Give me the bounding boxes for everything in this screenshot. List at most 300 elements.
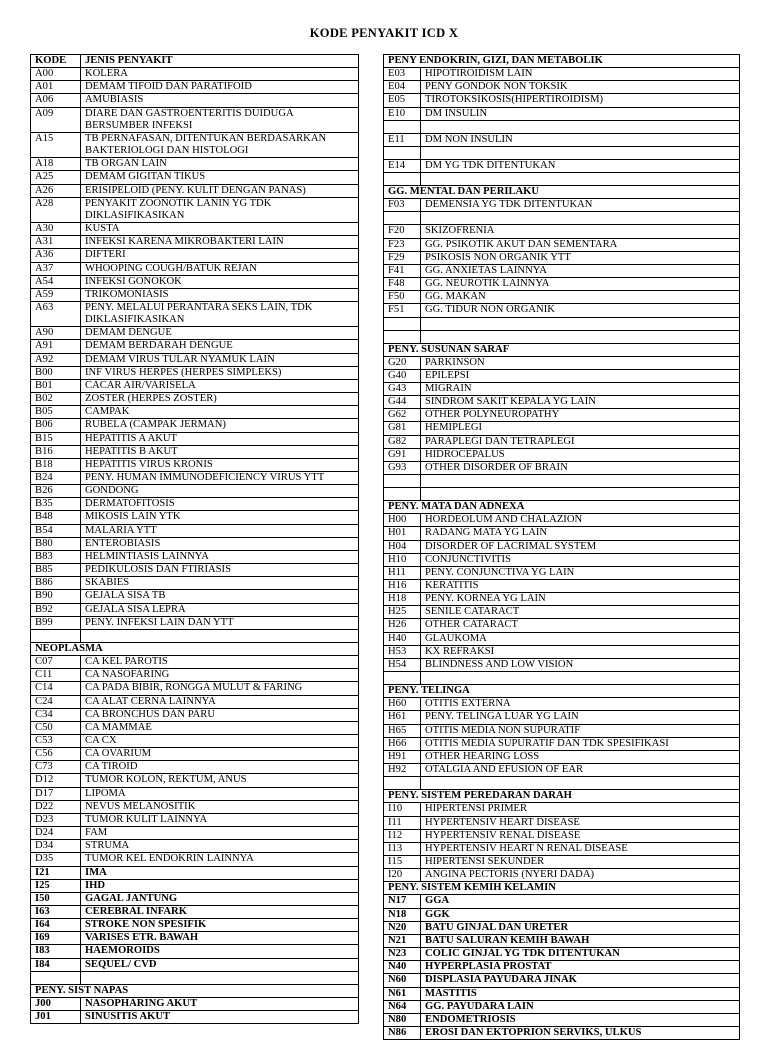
code-cell: [384, 120, 421, 133]
disease-name-cell: CA TIROID: [81, 761, 359, 774]
disease-name-cell: DEMAM VIRUS TULAR NYAMUK LAIN: [81, 353, 359, 366]
disease-name-cell: AMUBIASIS: [81, 94, 359, 107]
section-header: PENY. MATA DAN ADNEXA: [384, 501, 740, 514]
disease-name-cell: [421, 475, 740, 488]
code-cell: N80: [384, 1013, 421, 1026]
table-row: [384, 961, 740, 974]
disease-name-cell: CA NASOFARING: [81, 669, 359, 682]
table-row: [384, 527, 740, 540]
table-row: [384, 251, 740, 264]
disease-name-cell: GGA: [421, 895, 740, 908]
disease-name-cell: INFEKSI GONOKOK: [81, 275, 359, 288]
disease-name-cell: GGK: [421, 908, 740, 921]
table-row: [384, 199, 740, 212]
code-cell: H54: [384, 658, 421, 671]
table-row: [31, 669, 359, 682]
code-cell: H53: [384, 645, 421, 658]
code-cell: G44: [384, 396, 421, 409]
disease-name-cell: DM INSULIN: [421, 107, 740, 120]
table-row: [31, 432, 359, 445]
disease-name-cell: HIDROCEPALUS: [421, 448, 740, 461]
table-row: [384, 81, 740, 94]
disease-name-cell: IHD: [81, 879, 359, 892]
code-cell: B24: [31, 472, 81, 485]
disease-name-cell: GG. MAKAN: [421, 291, 740, 304]
code-cell: N17: [384, 895, 421, 908]
code-cell: A18: [31, 158, 81, 171]
table-row: [384, 238, 740, 251]
table-row: [31, 511, 359, 524]
table-row: [31, 906, 359, 919]
disease-name-cell: BLINDNESS AND LOW VISION: [421, 658, 740, 671]
table-row: [384, 1013, 740, 1026]
disease-name-cell: OTITIS MEDIA NON SUPURATIF: [421, 724, 740, 737]
code-cell: C73: [31, 761, 81, 774]
column-header-kode: KODE: [31, 55, 81, 68]
disease-name-cell: PENY. INFEKSI LAIN DAN YTT: [81, 616, 359, 629]
table-row: [384, 803, 740, 816]
code-cell: B05: [31, 406, 81, 419]
table-row: [384, 435, 740, 448]
table-row: [31, 445, 359, 458]
table-row: [384, 580, 740, 593]
table-row: [384, 842, 740, 855]
table-row: [384, 948, 740, 961]
table-row: [31, 853, 359, 866]
disease-name-cell: KOLERA: [81, 68, 359, 81]
table-row: [31, 275, 359, 288]
table-row: [384, 330, 740, 343]
code-cell: E14: [384, 159, 421, 172]
table-row: [31, 171, 359, 184]
table-row: [384, 356, 740, 369]
disease-name-cell: GG. NEUROTIK LAINNYA: [421, 278, 740, 291]
disease-name-cell: DEMAM TIFOID DAN PARATIFOID: [81, 81, 359, 94]
code-cell: I83: [31, 945, 81, 958]
disease-name-cell: SENILE CATARACT: [421, 606, 740, 619]
code-cell: D34: [31, 840, 81, 853]
disease-name-cell: [421, 330, 740, 343]
table-row: [384, 764, 740, 777]
disease-name-cell: COLIC GINJAL YG TDK DITENTUKAN: [421, 948, 740, 961]
table-row: [384, 724, 740, 737]
table-row: [384, 225, 740, 238]
table-row: [384, 120, 740, 133]
disease-name-cell: INF VIRUS HERPES (HERPES SIMPLEKS): [81, 366, 359, 379]
table-row: [384, 448, 740, 461]
disease-name-cell: HIPERTENSI SEKUNDER: [421, 855, 740, 868]
code-cell: I11: [384, 816, 421, 829]
code-cell: [384, 146, 421, 159]
table-row: [384, 1027, 740, 1040]
disease-name-cell: PENY. MELALUI PERANTARA SEKS LAIN, TDK DIKLASIFIKASIKAN: [81, 301, 359, 326]
table-row: [31, 262, 359, 275]
code-cell: B06: [31, 419, 81, 432]
code-cell: C53: [31, 734, 81, 747]
code-cell: A31: [31, 236, 81, 249]
code-cell: G43: [384, 382, 421, 395]
table-row: [31, 301, 359, 326]
section-header-row: [384, 501, 740, 514]
code-cell: D22: [31, 800, 81, 813]
code-cell: I63: [31, 906, 81, 919]
code-cell: H01: [384, 527, 421, 540]
table-row: [31, 340, 359, 353]
disease-name-cell: CAMPAK: [81, 406, 359, 419]
table-row: [31, 866, 359, 879]
code-cell: I84: [31, 958, 81, 971]
code-cell: [384, 672, 421, 685]
code-cell: E03: [384, 68, 421, 81]
code-cell: C11: [31, 669, 81, 682]
code-cell: F20: [384, 225, 421, 238]
disease-name-cell: PENY. CONJUNCTIVA YG LAIN: [421, 566, 740, 579]
code-cell: I25: [31, 879, 81, 892]
code-cell: N60: [384, 974, 421, 987]
code-cell: C14: [31, 682, 81, 695]
disease-name-cell: EPILEPSI: [421, 369, 740, 382]
table-row: [384, 934, 740, 947]
disease-name-cell: TB ORGAN LAIN: [81, 158, 359, 171]
code-cell: D12: [31, 774, 81, 787]
disease-name-cell: GG. ANXIETAS LAINNYA: [421, 264, 740, 277]
code-cell: F51: [384, 304, 421, 317]
disease-name-cell: NEVUS MELANOSITIK: [81, 800, 359, 813]
disease-name-cell: HIPERTENSI PRIMER: [421, 803, 740, 816]
table-row: [31, 379, 359, 392]
code-cell: [31, 629, 81, 642]
disease-name-cell: OTHER CATARACT: [421, 619, 740, 632]
code-cell: A54: [31, 275, 81, 288]
table-row: [384, 869, 740, 882]
disease-name-cell: GG. PSIKOTIK AKUT DAN SEMENTARA: [421, 238, 740, 251]
disease-name-cell: KX REFRAKSI: [421, 645, 740, 658]
disease-name-cell: INFEKSI KARENA MIKROBAKTERI LAIN: [81, 236, 359, 249]
table-row: [384, 317, 740, 330]
disease-name-cell: OTALGIA AND EFUSION OF EAR: [421, 764, 740, 777]
code-cell: H91: [384, 750, 421, 763]
section-header-row: [384, 186, 740, 199]
table-row: [31, 971, 359, 984]
code-cell: F29: [384, 251, 421, 264]
disease-name-cell: TUMOR KOLON, REKTUM, ANUS: [81, 774, 359, 787]
disease-name-cell: CEREBRAL INFARK: [81, 906, 359, 919]
disease-name-cell: SINDROM SAKIT KEPALA YG LAIN: [421, 396, 740, 409]
disease-name-cell: IMA: [81, 866, 359, 879]
disease-name-cell: ERISIPELOID (PENY. KULIT DENGAN PANAS): [81, 184, 359, 197]
table-row: [384, 382, 740, 395]
table-row: [384, 908, 740, 921]
disease-name-cell: GG. PAYUDARA LAIN: [421, 1000, 740, 1013]
disease-name-cell: GG. TIDUR NON ORGANIK: [421, 304, 740, 317]
table-row: [31, 366, 359, 379]
disease-name-cell: STRUMA: [81, 840, 359, 853]
section-header-row: [384, 55, 740, 68]
code-cell: [384, 330, 421, 343]
disease-name-cell: EROSI DAN EKTOPRION SERVIKS, ULKUS: [421, 1027, 740, 1040]
table-row: [31, 774, 359, 787]
table-row: [31, 577, 359, 590]
table-row: [384, 777, 740, 790]
code-cell: A91: [31, 340, 81, 353]
table-row: [31, 184, 359, 197]
disease-name-cell: VARISES ETR. BAWAH: [81, 932, 359, 945]
code-cell: H60: [384, 698, 421, 711]
table-row: [31, 932, 359, 945]
disease-name-cell: DISPLASIA PAYUDARA JINAK: [421, 974, 740, 987]
table-row: [384, 146, 740, 159]
disease-name-cell: PENY. TELINGA LUAR YG LAIN: [421, 711, 740, 724]
disease-name-cell: OTITIS EXTERNA: [421, 698, 740, 711]
disease-name-cell: DM YG TDK DITENTUKAN: [421, 159, 740, 172]
table-row: [31, 537, 359, 550]
code-cell: E05: [384, 94, 421, 107]
disease-name-cell: [81, 971, 359, 984]
code-cell: C56: [31, 748, 81, 761]
disease-name-cell: GLAUKOMA: [421, 632, 740, 645]
table-row: [31, 721, 359, 734]
table-row: [31, 656, 359, 669]
code-cell: D23: [31, 813, 81, 826]
section-header: GG. MENTAL DAN PERILAKU: [384, 186, 740, 199]
code-cell: I10: [384, 803, 421, 816]
disease-name-cell: ENDOMETRIOSIS: [421, 1013, 740, 1026]
disease-name-cell: CA ALAT CERNA LAINNYA: [81, 695, 359, 708]
code-cell: H40: [384, 632, 421, 645]
table-row: [384, 698, 740, 711]
code-cell: A59: [31, 288, 81, 301]
table-row: [384, 133, 740, 146]
disease-name-cell: PEDIKULOSIS DAN FTIRIASIS: [81, 564, 359, 577]
code-cell: A06: [31, 94, 81, 107]
table-row: [384, 829, 740, 842]
code-cell: A28: [31, 197, 81, 222]
code-cell: H65: [384, 724, 421, 737]
code-cell: I64: [31, 919, 81, 932]
table-row: [384, 264, 740, 277]
disease-name-cell: WHOOPING COUGH/BATUK REJAN: [81, 262, 359, 275]
code-cell: H92: [384, 764, 421, 777]
table-row: [31, 787, 359, 800]
disease-name-cell: HYPERTENSIV HEART DISEASE: [421, 816, 740, 829]
code-cell: A15: [31, 132, 81, 157]
disease-name-cell: SINUSITIS AKUT: [81, 1011, 359, 1024]
table-row: [31, 892, 359, 905]
section-header-row: [384, 882, 740, 895]
table-row: [384, 94, 740, 107]
disease-name-cell: SEQUEL/ CVD: [81, 958, 359, 971]
disease-name-cell: STROKE NON SPESIFIK: [81, 919, 359, 932]
disease-name-cell: [421, 173, 740, 186]
disease-name-cell: GEJALA SISA TB: [81, 590, 359, 603]
table-row: [384, 540, 740, 553]
table-row: [384, 855, 740, 868]
table-row: [384, 422, 740, 435]
code-cell: N40: [384, 961, 421, 974]
disease-name-cell: GEJALA SISA LEPRA: [81, 603, 359, 616]
table-row: [31, 997, 359, 1010]
table-row: [384, 645, 740, 658]
code-cell: [384, 173, 421, 186]
code-cell: [31, 971, 81, 984]
table-row: [384, 409, 740, 422]
table-row: [384, 987, 740, 1000]
table-row: [31, 748, 359, 761]
disease-name-cell: TUMOR KULIT LAINNYA: [81, 813, 359, 826]
code-cell: B80: [31, 537, 81, 550]
disease-name-cell: KERATITIS: [421, 580, 740, 593]
code-cell: B86: [31, 577, 81, 590]
disease-name-cell: CA BRONCHUS DAN PARU: [81, 708, 359, 721]
table-row: [31, 223, 359, 236]
table-row: [384, 658, 740, 671]
table-row: [384, 816, 740, 829]
table-row: [31, 236, 359, 249]
code-cell: C07: [31, 656, 81, 669]
table-row: [31, 353, 359, 366]
code-cell: J01: [31, 1011, 81, 1024]
disease-name-cell: MIKOSIS LAIN YTK: [81, 511, 359, 524]
disease-name-cell: SKABIES: [81, 577, 359, 590]
code-cell: F48: [384, 278, 421, 291]
table-row: [31, 616, 359, 629]
table-row: [31, 564, 359, 577]
code-cell: N18: [384, 908, 421, 921]
table-row: [31, 197, 359, 222]
code-cell: B15: [31, 432, 81, 445]
disease-name-cell: OTITIS MEDIA SUPURATIF DAN TDK SPESIFIKASI: [421, 737, 740, 750]
code-cell: B99: [31, 616, 81, 629]
code-cell: A90: [31, 327, 81, 340]
disease-name-cell: HYPERPLASIA PROSTAT: [421, 961, 740, 974]
code-cell: G91: [384, 448, 421, 461]
disease-name-cell: HEPATITIS A AKUT: [81, 432, 359, 445]
disease-name-cell: PENY GONDOK NON TOKSIK: [421, 81, 740, 94]
code-cell: E11: [384, 133, 421, 146]
table-row: [384, 593, 740, 606]
table-row: [31, 682, 359, 695]
left-code-table: [30, 54, 359, 1024]
code-cell: A36: [31, 249, 81, 262]
code-cell: C24: [31, 695, 81, 708]
code-cell: G81: [384, 422, 421, 435]
table-row: [384, 304, 740, 317]
disease-name-cell: RADANG MATA YG LAIN: [421, 527, 740, 540]
code-cell: N23: [384, 948, 421, 961]
table-row: [384, 159, 740, 172]
disease-name-cell: HEPATITIS B AKUT: [81, 445, 359, 458]
table-row: [384, 711, 740, 724]
table-row: [31, 695, 359, 708]
disease-name-cell: DM NON INSULIN: [421, 133, 740, 146]
code-cell: C50: [31, 721, 81, 734]
section-header: PENY. SUSUNAN SARAF: [384, 343, 740, 356]
section-header-row: [384, 343, 740, 356]
code-cell: D17: [31, 787, 81, 800]
disease-name-cell: HEMIPLEGI: [421, 422, 740, 435]
code-cell: F03: [384, 199, 421, 212]
code-cell: N64: [384, 1000, 421, 1013]
table-row: [384, 619, 740, 632]
table-row: [31, 81, 359, 94]
disease-name-cell: TB PERNAFASAN, DITENTUKAN BERDASARKAN BAKTERIOLOGI DAN HISTOLOGI: [81, 132, 359, 157]
table-row: [31, 840, 359, 853]
code-cell: H11: [384, 566, 421, 579]
code-cell: H25: [384, 606, 421, 619]
table-row: [31, 419, 359, 432]
table-row: [31, 1011, 359, 1024]
icd-code-page: [30, 54, 740, 1038]
disease-name-cell: CA KEL PAROTIS: [81, 656, 359, 669]
disease-name-cell: RUBELA (CAMPAK JERMAN): [81, 419, 359, 432]
disease-name-cell: ANGINA PECTORIS (NYERI DADA): [421, 869, 740, 882]
disease-name-cell: CACAR AIR/VARISELA: [81, 379, 359, 392]
code-cell: B92: [31, 603, 81, 616]
disease-name-cell: DEMAM BERDARAH DENGUE: [81, 340, 359, 353]
disease-name-cell: PARKINSON: [421, 356, 740, 369]
disease-name-cell: PENY. KORNEA YG LAIN: [421, 593, 740, 606]
disease-name-cell: GONDONG: [81, 485, 359, 498]
code-cell: N86: [384, 1027, 421, 1040]
table-row: [31, 158, 359, 171]
table-row: [384, 68, 740, 81]
table-row: [384, 107, 740, 120]
table-row: [384, 475, 740, 488]
disease-name-cell: PSIKOSIS NON ORGANIK YTT: [421, 251, 740, 264]
code-cell: D24: [31, 827, 81, 840]
disease-name-cell: HELMINTIASIS LAINNYA: [81, 550, 359, 563]
table-row: [31, 590, 359, 603]
disease-name-cell: [421, 488, 740, 501]
table-row: [31, 827, 359, 840]
table-row: [31, 734, 359, 747]
code-cell: B85: [31, 564, 81, 577]
table-row: [384, 974, 740, 987]
disease-name-cell: GAGAL JANTUNG: [81, 892, 359, 905]
code-cell: G20: [384, 356, 421, 369]
code-cell: F50: [384, 291, 421, 304]
code-cell: B54: [31, 524, 81, 537]
disease-name-cell: HYPERTENSIV HEART N RENAL DISEASE: [421, 842, 740, 855]
code-cell: A63: [31, 301, 81, 326]
disease-name-cell: [81, 629, 359, 642]
code-cell: B26: [31, 485, 81, 498]
code-cell: J00: [31, 997, 81, 1010]
disease-name-cell: CA CX: [81, 734, 359, 747]
code-cell: H10: [384, 553, 421, 566]
code-cell: I13: [384, 842, 421, 855]
column-header-jenis-penyakit: JENIS PENYAKIT: [81, 55, 359, 68]
disease-name-cell: TRIKOMONIASIS: [81, 288, 359, 301]
code-cell: H66: [384, 737, 421, 750]
table-row: [384, 566, 740, 579]
section-header: PENY ENDOKRIN, GIZI, DAN METABOLIK: [384, 55, 740, 68]
disease-name-cell: KUSTA: [81, 223, 359, 236]
disease-name-cell: DERMATOFITOSIS: [81, 498, 359, 511]
code-cell: [384, 475, 421, 488]
table-row: [31, 879, 359, 892]
code-cell: H16: [384, 580, 421, 593]
disease-name-cell: CA MAMMAE: [81, 721, 359, 734]
code-cell: A00: [31, 68, 81, 81]
table-row: [31, 524, 359, 537]
disease-name-cell: DIFTERI: [81, 249, 359, 262]
table-row: [384, 488, 740, 501]
table-row: [384, 278, 740, 291]
code-cell: E04: [384, 81, 421, 94]
section-header-row: [384, 790, 740, 803]
section-header: PENY. SIST NAPAS: [31, 984, 359, 997]
